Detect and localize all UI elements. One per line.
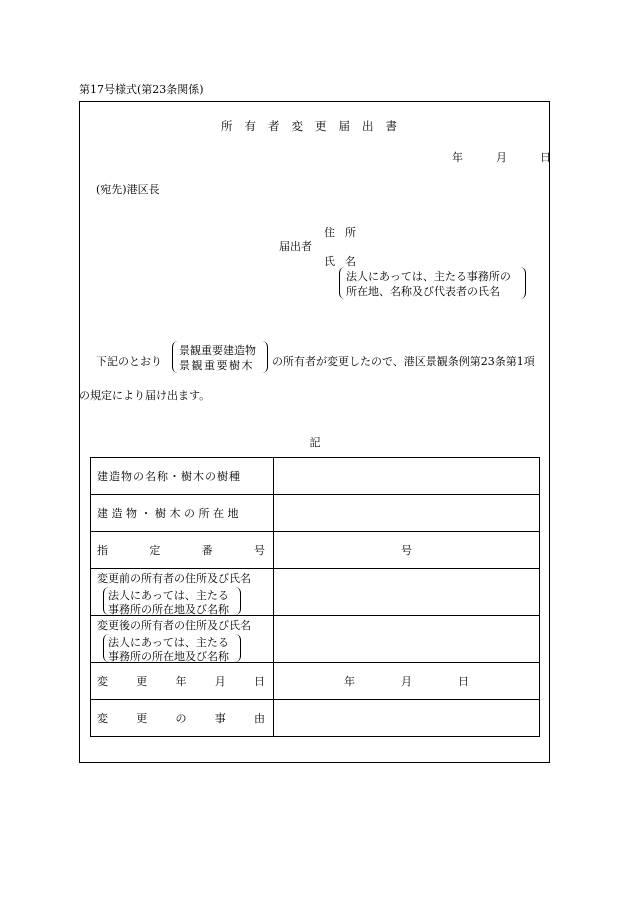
corporation-note-line2: 所在地、名称及び代表者の氏名 (346, 285, 500, 298)
property-type-brace (172, 341, 268, 373)
addressee: (宛先)港区長 (96, 183, 160, 196)
corporation-note (339, 267, 526, 299)
statement-suffix: の所有者が変更したので、港区景観条例第23条第1項 (272, 355, 535, 368)
property-type-tree: 景観重要樹木 (179, 359, 254, 372)
notifier-label: 届出者 (279, 240, 312, 253)
previous-owner-note: 法人にあっては、主たる 事務所の所在地及び名称 (103, 587, 241, 615)
table-row (91, 495, 540, 532)
table-row (91, 663, 540, 700)
name-label: 氏名 (324, 255, 366, 268)
table-row (91, 458, 540, 495)
table-row (91, 569, 540, 616)
new-owner-label: 変更後の所有者の住所及び氏名 法人にあっては、主たる 事務所の所在地及び名称 (91, 616, 274, 663)
detail-table (90, 457, 540, 737)
date-row (452, 149, 551, 165)
corporation-note-line1: 法人にあっては、主たる事務所の (346, 270, 511, 283)
statement-prefix: 下記のとおり (96, 355, 162, 368)
change-reason-field[interactable] (274, 700, 540, 737)
form-number: 第17号様式(第23条関係) (79, 83, 204, 96)
building-name-label: 建造物の名称・樹木の樹種 (91, 458, 274, 495)
table-row (91, 532, 540, 569)
change-reason-label: 変 更 の 事 由 (91, 700, 274, 737)
date-year: 年 (452, 151, 463, 164)
location-label: 建造物・樹木の所在地 (91, 495, 274, 532)
new-owner-note: 法人にあっては、主たる 事務所の所在地及び名称 (103, 634, 241, 662)
previous-owner-label: 変更前の所有者の住所及び氏名 法人にあっては、主たる 事務所の所在地及び名称 (91, 569, 274, 616)
address-label: 住所 (324, 226, 366, 239)
statement-line2: の規定により届け出ます。 (79, 389, 211, 402)
date-day: 日 (540, 151, 551, 164)
property-type-building: 景観重要建造物 (179, 344, 256, 357)
previous-owner-field[interactable] (274, 569, 540, 616)
designation-number-label: 指 定 番 号 (91, 532, 274, 569)
location-field[interactable] (274, 495, 540, 532)
ki-heading: 記 (309, 436, 321, 449)
table-row (91, 616, 540, 663)
new-owner-field[interactable] (274, 616, 540, 663)
building-name-field[interactable] (274, 458, 540, 495)
change-date-label: 変 更 年 月 日 (91, 663, 274, 700)
document-title: 所有者変更届出書 (221, 119, 409, 133)
change-date-field[interactable]: 年 月 日 (274, 663, 540, 700)
table-row (91, 700, 540, 737)
date-month: 月 (496, 151, 507, 164)
designation-number-field[interactable]: 号 (274, 532, 540, 569)
